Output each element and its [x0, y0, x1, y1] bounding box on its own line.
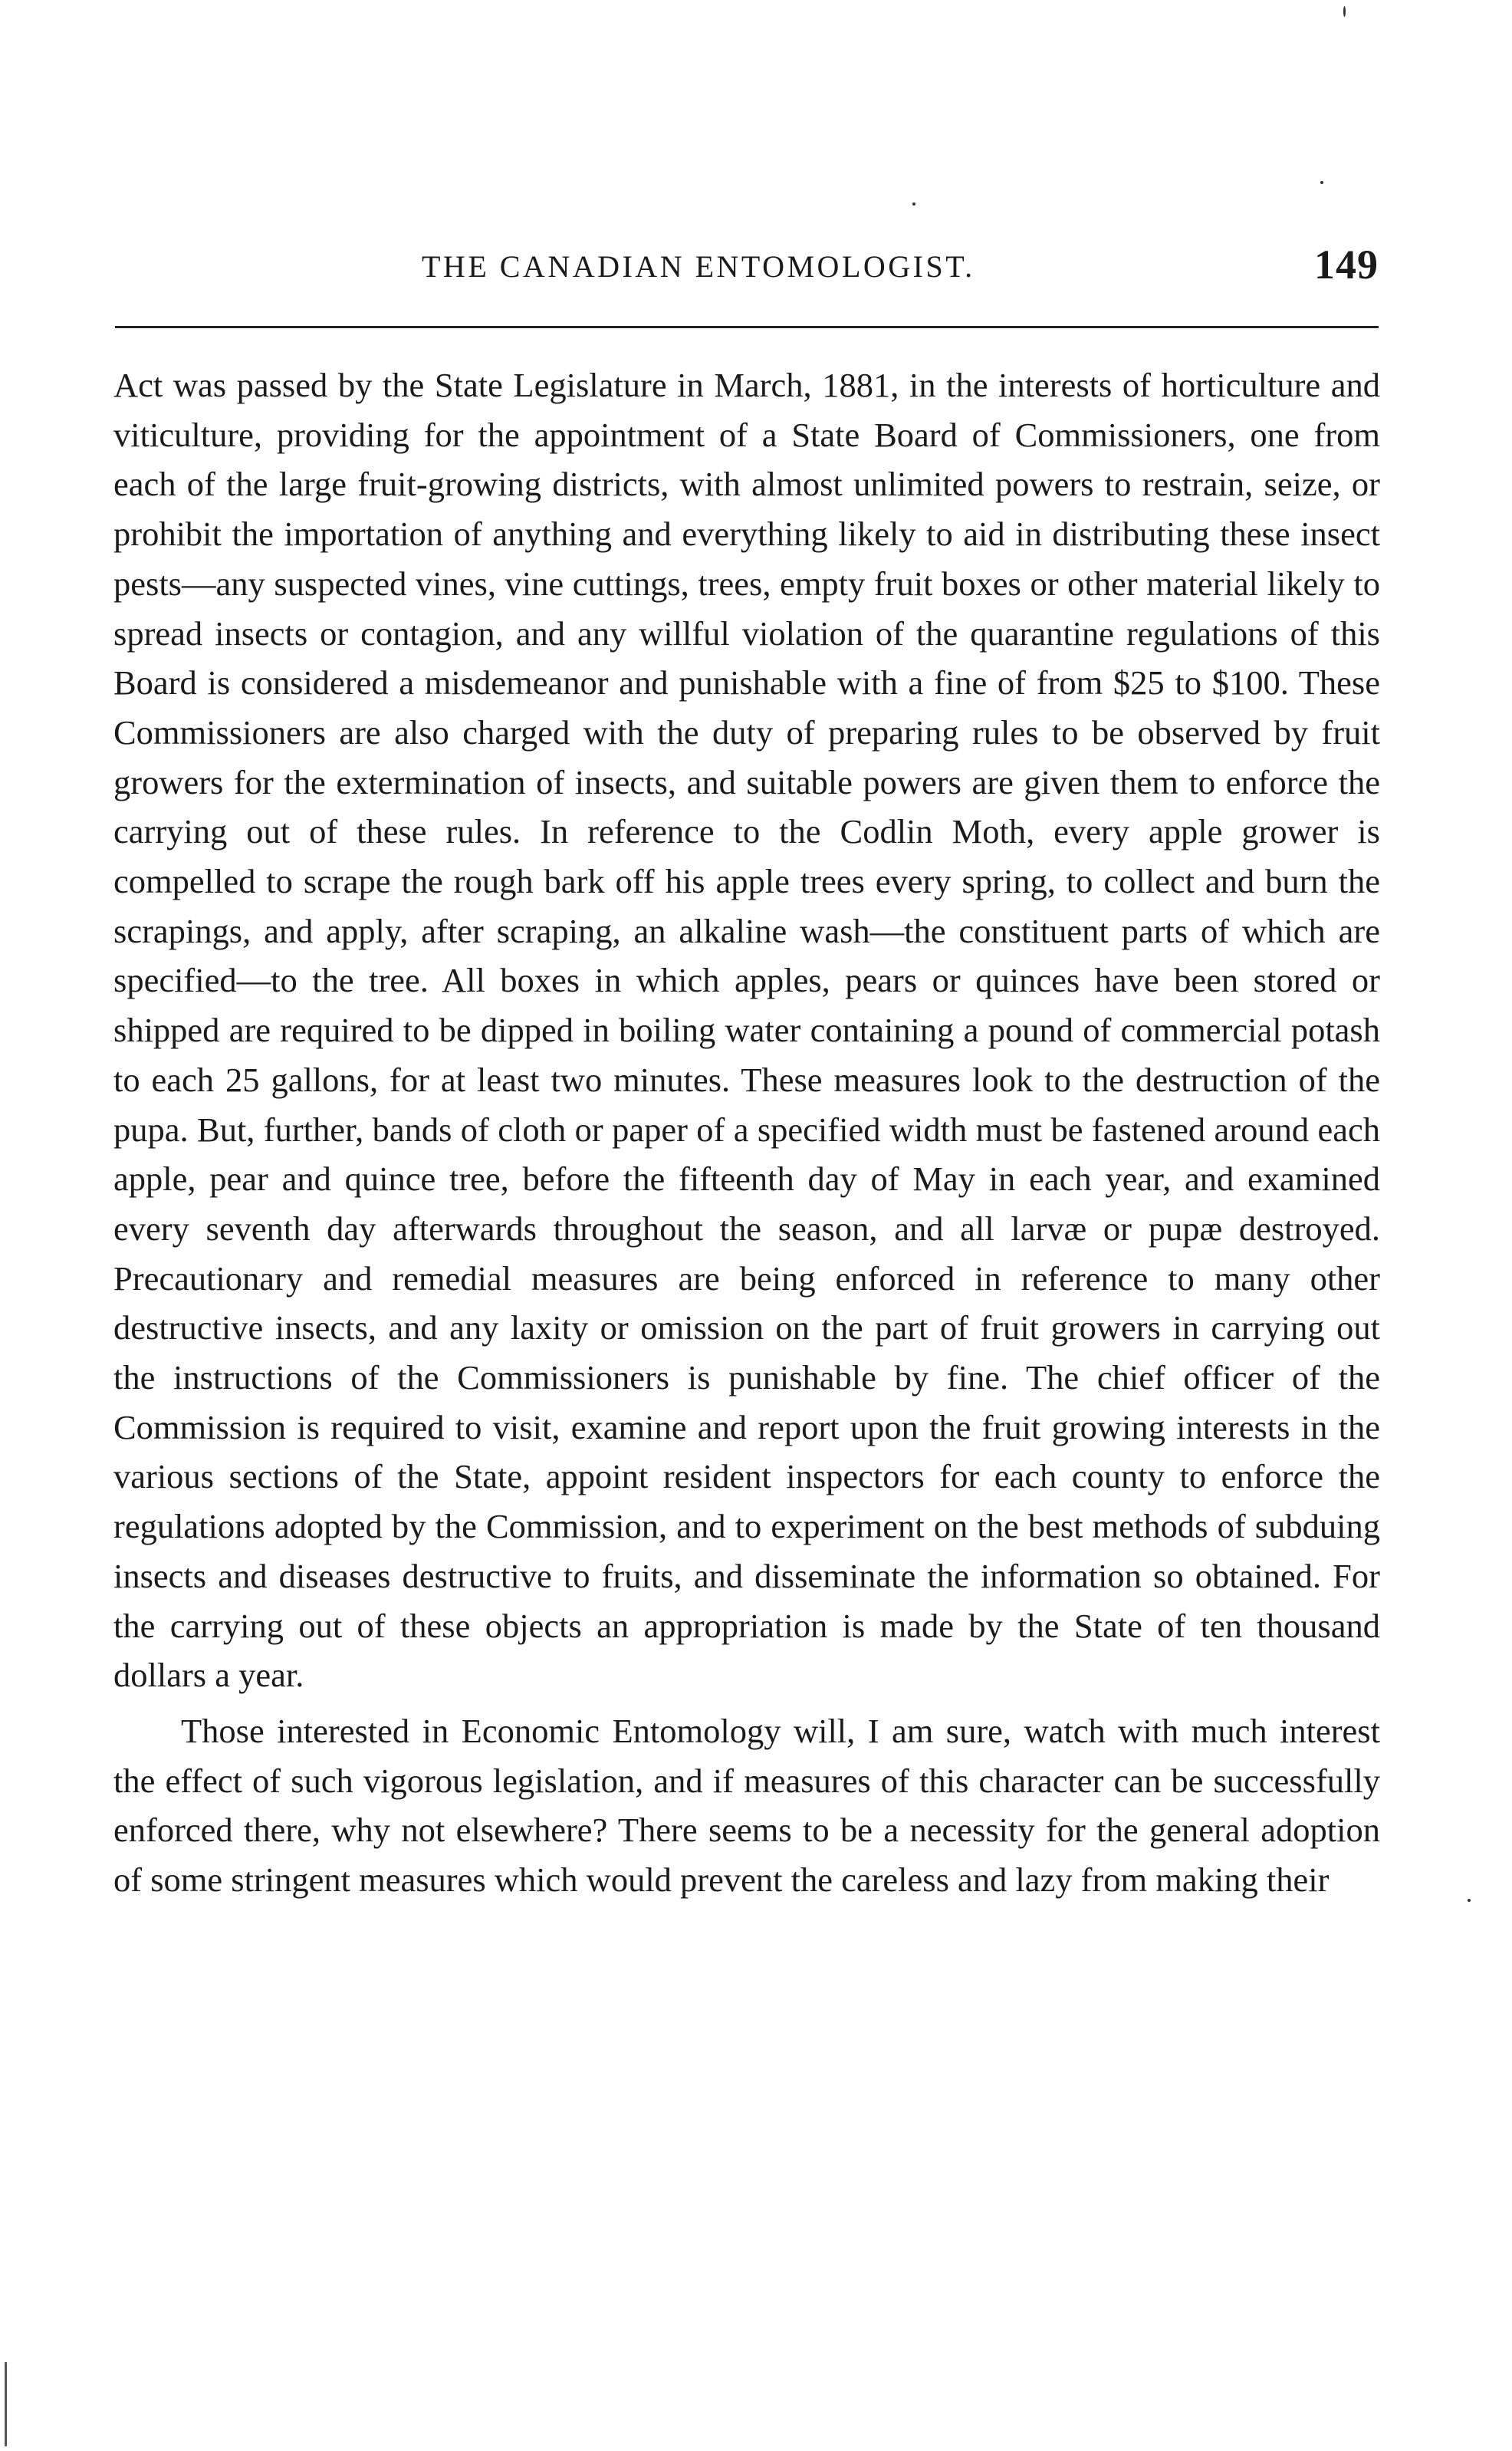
paragraph-1: Act was passed by the State Legislature in March, 1881, in the interests of horticulture and viticulture, providing for the appointment of a State Board of Commissioners, one from each of the large fruit-growing districts, with almost unlimited powers to restrain, seize, or prohibit the importation of anything and everything likely to aid in distributing these insect pests—any suspected vines, vine cuttings, trees, empty fruit boxes or other material likely to spread insects or contagion, and any willful violation of the quarantine regulations of this Board is considered a misdemeanor and punishable with a fine of from $25 to $100. These Commissioners are also charged with the duty of preparing rules to be observed by fruit growers for the extermination of insects, and suitable powers are given them to enforce the carrying out of these rules. In reference to the Codlin Moth, every apple grower is compelled to scrape the rough bark off his apple trees every spring, to collect and burn the scrapings, and apply, after scraping, an alkaline wash—the constituent parts of which are specified—to the tree. All boxes in which apples, pears or quinces have been stored or shipped are required to be dipped in boiling water containing a pound of commercial potash to each 25 gallons, for at least two minutes. These measures look to the destruction of the pupa. But, further, bands of cloth or paper of a specified width must be fastened around each apple, pear and quince tree, before the fifteenth day of May in each year, and examined every seventh day afterwards throughout the season, and all larvæ or pupæ destroyed. Precautionary and remedial measures are being enforced in reference to many other destructive insects, and any laxity or omission on the part of fruit growers in carrying out the instructions of the Commissioners is punishable by fine. The chief officer of the Commission is required to visit, examine and report upon the fruit growing interests in the various sections of the State, appoint resident inspectors for each county to enforce the regulations adopted by the Commission, and to experiment on the best methods of subduing insects and diseases destructive to fruits, and disseminate the information so obtained. For the carrying out of these objects an appropriation is made by the State of ten thousand dollars a year.	[113, 366, 1380, 1695]
paragraph-2: Those interested in Economic Entomology will, I am sure, watch with much interest the effect of such vigorous legislation, and if measures of this character can be successfully enforced there, why not elsewhere? There seems to be a necessity for the general adoption of some stringent measures which would prevent the careless and lazy from making their	[113, 1711, 1380, 1900]
running-head	[115, 244, 1379, 298]
running-title: THE CANADIAN ENTOMOLOGIST.	[422, 249, 975, 284]
scan-speck	[912, 202, 915, 206]
body-text	[113, 360, 1380, 1905]
scan-speck	[1343, 6, 1346, 17]
page-number: 149	[1314, 242, 1379, 288]
scan-speck	[1320, 181, 1323, 184]
scan-speck	[1468, 1899, 1471, 1902]
scan-speck	[5, 2362, 7, 2446]
header-rule	[115, 326, 1379, 328]
